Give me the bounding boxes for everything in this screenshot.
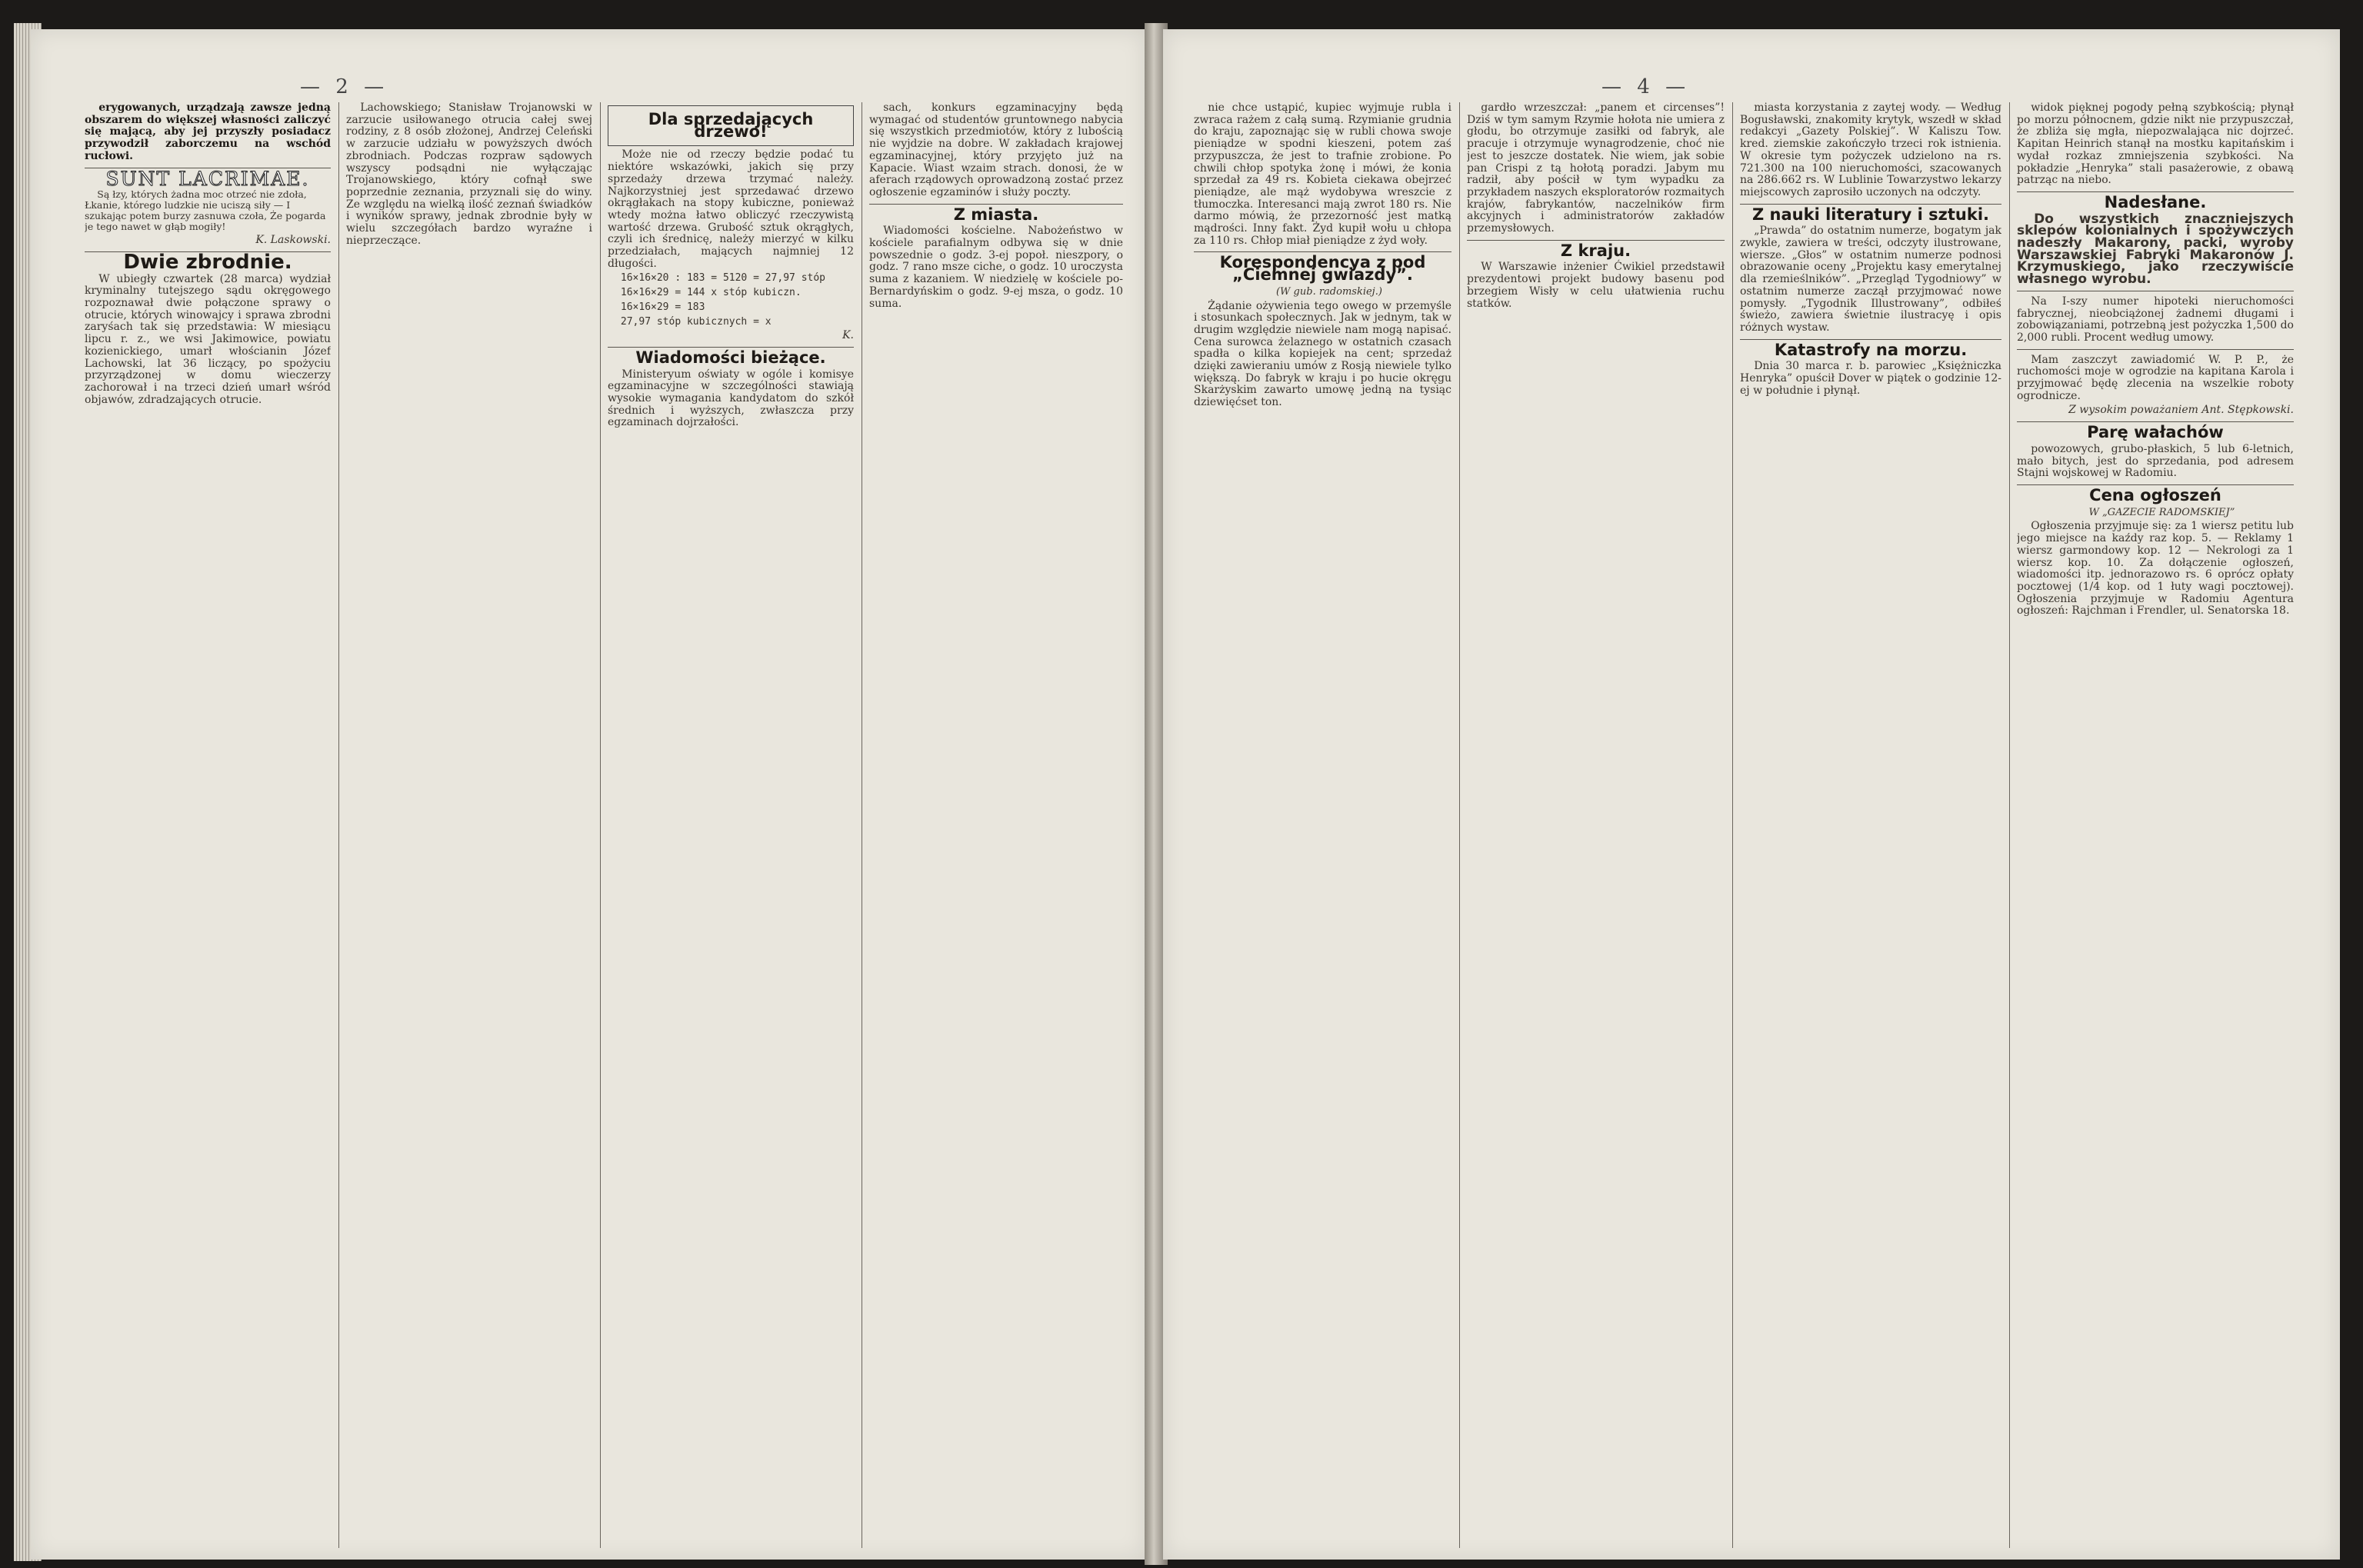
poem-text: Są łzy, których żadna moc otrzeć nie zdoła, Łkanie, którego ludzkie nie uciszą siły — I szukając potem burzy zasnuwa czoła, Że pogarda je tego nawet w głąb mogiły! bbox=[85, 188, 326, 233]
column-rule bbox=[2009, 102, 2010, 1548]
column-rule bbox=[1459, 102, 1460, 1548]
pricing-title: Cena ogłoszeń bbox=[2089, 485, 2221, 504]
left-column-3 bbox=[608, 102, 854, 1548]
right-column-1 bbox=[1194, 102, 1451, 1548]
article-body: sach, konkurs egzaminacyjny będą wymagać od studentów gruntownego nabycia się wszystkich przedmiotów, który z lubością nie wyjdzie na dobre. W zakładach krajowej egzaminacyjnej, który przyjęto już na Kapacie. Wiast wzaim strach. donosi, że w aferach rządowych oprowadzoną zostać przez ogłoszenie egzaminów i służy poczty. bbox=[869, 102, 1123, 198]
column-rule bbox=[600, 102, 601, 1548]
left-column-4 bbox=[869, 102, 1123, 1548]
article-body: W ubiegły czwartek (28 marca) wydział kryminalny tutejszego sądu okręgowego rozpoznawał dwie połączone sprawy o otrucie, których winowajcy i sprawa zbrodni zaryśach tak się przedstawia: W miesiącu lipcu r. z., we wsi Jakimowice, powiatu kozienickiego, umarł włościanin Józef Lachowski, lat 36 liczący, po spożyciu przyrządzonej w domu wieczerzy zachorował i na trzeci dzień umarł wśród objawów, zdradzających otrucie. bbox=[85, 272, 331, 406]
formula-line: 16×16×20 : 183 = 5120 = 27,97 stóp bbox=[620, 272, 825, 285]
formula-line: 16×16×29 = 183 bbox=[620, 301, 705, 313]
boxed-article-heading bbox=[608, 105, 854, 146]
section-title-wiadomosci: Wiadomości bieżące. bbox=[635, 348, 826, 367]
right-column-3 bbox=[1740, 102, 2001, 1548]
section-body: Dnia 30 marca r. b. parowiec „Księżniczka Henryka” opuścił Dover w piątek o godzinie 12-ej w południe i płynął. bbox=[1740, 360, 2001, 397]
pricing-subtitle: W „GAZECIE RADOMSKIEJ” bbox=[2088, 506, 2235, 518]
left-page bbox=[31, 29, 1146, 1560]
section-body: Żądanie ożywienia tego owego w przemyśle i stosunkach społecznych. Jak w jednym, tak w drugim względzie niewiele nam mogą napisać. Cena surowca żelaznego w ostatnich czasach spadła o kilka kopiejek na cent; sprzedaż dzięki zawieraniu umów z Rosją niewiele tylko większą. Do fabryk w kraju i po hucie okręgu Skarżyskim zawarto umowę jedną na tysiąc dziewięćset ton. bbox=[1194, 299, 1451, 409]
section-body: Wiadomości kościelne. Nabożeństwo w kościele parafialnym odbywa się w dnie powszednie o godz. 3-ej popoł. nieszpory, o godz. 7 rano msze ciche, o godz. 10 uroczysta suma z kazaniem. W niedzielę w kościele po-Bernardyńskim o godz. 9-ej msza, o godz. 10 suma. bbox=[869, 225, 1123, 310]
article-body: gardło wrzeszczał: „panem et circenses”! Dziś w tym samym Rzymie hołota nie umiera z głodu, bo otrzymuje zasiłki od fabryk, ale pracuje i otrzymuje wynagrodzenie, choć nie jest to jeszcze dostatek. Nie wiem, jak sobie pan Crispi z tą hołotą poradzi. Jabym mu radził, aby pościł w tym wypadku za przykładem naszych eksploratorów rozmaitych krajów, fabrykantów, naczelników firm akcyjnych i administratorów zakładów przemysłowych. bbox=[1467, 102, 1725, 235]
section-title-nadeslane: Nadesłane. bbox=[2104, 192, 2207, 211]
advertisement-signature: Z wysokim poważaniem Ant. Stępkowski. bbox=[2068, 404, 2294, 417]
column-rule bbox=[1732, 102, 1733, 1548]
article-title-dla-sprzedajacych: Dla sprzedających drzewo! bbox=[648, 110, 814, 141]
advertisement-walachy: powozowych, grubo-płaskich, 5 lub 6-letnich, mało bitych, jest do sprzedania, pod adresem Stajni wojskowej w Radomiu. bbox=[2017, 442, 2294, 480]
section-title-z-miasta: Z miasta. bbox=[953, 205, 1039, 224]
poem-title: SUNT LACRIMAE. bbox=[105, 167, 310, 190]
section-title-katastrofy: Katastrofy na morzu. bbox=[1774, 340, 1968, 359]
article-body: widok pięknej pogody pełną szybkością; płynął po morzu północnem, gdzie nikt nie przypuszczał, że zbliża się mgła, niepozwalająca nic dojrzeć. Kapitan Heinrich stanął na mostku kapitańskim i wydał rozkaz zmniejszenia szybkości. Na pokładzie „Henryka” stali pasażerowie, z obawą patrząc na niebo. bbox=[2017, 102, 2294, 187]
right-page-number: — 4 — bbox=[1601, 75, 1691, 98]
article-title-dwie-zbrodnie: Dwie zbrodnie. bbox=[123, 250, 292, 274]
section-body: W Warszawie inżenier Ćwikiel przedstawił prezydentowi projekt budowy basenu pod brzegiem Wisły w celu ułatwienia ruchu statków. bbox=[1467, 261, 1725, 310]
section-title-z-nauki: Z nauki literatury i sztuki. bbox=[1752, 205, 1989, 224]
article-body: Lachowskiego; Stanisław Trojanowski w zarzucie usiłowanego otrucia całej swej rodziny, z 8 osób złożonej, Andrzej Celeński w zarzucie udziału w powyższych dwóch zbrodniach. Podczas rozpraw sądowych wszyscy podsądni nie wyłączając Trojanowskiego, który cofnął swe poprzednie zeznania, przyznali się do winy. Ze względu na wielką ilość zeznań świadków i wyników sprawy, jednak zbrodnie były w wielu szczegółach bardzo wyraźne i nieprzeczące. bbox=[346, 102, 592, 247]
right-column-2 bbox=[1467, 102, 1725, 1548]
poem-signature: K. Laskowski. bbox=[255, 234, 331, 247]
section-subtitle: (W gub. radomskiej.) bbox=[1275, 285, 1382, 298]
section-title-z-kraju: Z kraju. bbox=[1560, 241, 1631, 260]
formula-line: 27,97 stóp kubicznych = x bbox=[620, 315, 772, 328]
article-body: miasta korzystania z zaytej wody. — Według Bogusławski, znakomity krytyk, wszedł w skład redakcyi „Gazety Polskiej”. W Kaliszu Tow. kred. ziemskie zakończyło trzeci rok istnienia. W okresie tym pożyczek udzielono na rs. 721.300 na 100 nieruchomości, szacowanych na 286.662 rs. W Lublinie Towarzystwo lekarzy miejscowych zaprosiło uczonych na odczyty. bbox=[1740, 102, 2001, 198]
article-body: Może nie od rzeczy będzie podać tu niektóre wskazówki, jakich się przy sprzedaży drzewa trzymać należy. Najkorzystniej jest sprzedawać drzewo okrągłakach na stopy kubiczne, ponieważ wtedy można łatwo obliczyć rzeczywistą wartość drzewa. Grubość sztuk okrągłych, czyli ich średnicę, należy mierzyć w kilku przedziałach, mających najmniej 12 długości. bbox=[608, 148, 854, 270]
left-column-2 bbox=[346, 102, 592, 1548]
right-column-4 bbox=[2017, 102, 2294, 1548]
lead-paragraph: erygowanych, urządzają zawsze jedną obszarem do większej własności zaliczyć się mającą, aby jej przyszły posiadacz przywodził zaborczemu na wschód rucłowi. bbox=[85, 102, 331, 162]
advertisement-zawiadomienie: Mam zaszczyt zawiadomić W. P. P., że ruchomości moje w ogrodzie na kapitana Karola i przyjmować będę zlecenia na wszelkie roboty ogrodnicze. bbox=[2017, 353, 2294, 402]
advertisement-makarony: Do wszystkich znaczniejszych sklepów kolonialnych i spożywczych nadeszły Makarony, packi, wyroby Warszawskiej Fabryki Makaronów J. Krzymuskiego, jako rzeczywiście własnego wyrobu. bbox=[2017, 211, 2294, 288]
article-body: nie chce ustąpić, kupiec wyjmuje rubla i zwraca rażem z całą sumą. Rzymianie grudnia do kraju, zapoznając się w rubli chowa swoje pieniądze w spodni kieszeni, potem zaś przypuszcza, że jest to trafnie zrobione. Po chwili chłop spotyka żonę i mówi, że konia sprzedał za 49 rs. Kobieta ciekawa obejrzeć pieniądze, ale mąż wydobywa wreszcie z tłumoczka. Interesanci mają zwrot 180 rs. Nie darmo mówią, że przezorność jest matką mądrości. Inny fakt. Żyd kupił wołu u chłopa za 110 rs. Chłop miał pieniądze z żyd woły. bbox=[1194, 102, 1451, 247]
advertisement-title-walachy: Parę wałachów bbox=[2087, 423, 2224, 442]
article-signature: K. bbox=[842, 329, 854, 342]
section-title-korespondencya: Korespondencya z pod „Ciemnej gwiazdy”. bbox=[1219, 253, 1426, 285]
advertisement-pozyczka: Na I-szy numer hipoteki nieruchomości fabrycznej, nieobciążonej żadnemi długami i zobowiązaniami, potrzebną jest pożyczka 1,500 do 2,000 rubli. Procent według umowy. bbox=[2017, 295, 2294, 344]
section-body: Ministeryum oświaty w ogóle i komisye egzaminacyjne w szczególności stawiają wysokie wymagania kandydatom do szkół średnich i wyższych, zwłaszcza przy egzaminach dojrzałości. bbox=[608, 368, 854, 429]
left-page-number: — 2 — bbox=[300, 75, 389, 98]
left-column-1 bbox=[85, 102, 331, 1548]
right-page bbox=[1163, 29, 2340, 1560]
section-body: „Prawda” do ostatnim numerze, bogatym jak zwykle, zawiera w treści, odczyty ilustrowane, wiersze. „Głos” w ostatnim numerze podnosi obrazowanie oceny „Projektu kasy emerytalnej dla rzemieślników”. „Przegląd Tygodniowy” w ostatnim numerze zaczął przyjmować nowe pomysły. „Tygodnik Illustrowany”, odbiłeś świeżo, zawiera świetnie ilustracyę i opis różnych wystaw. bbox=[1740, 225, 2001, 334]
formula-line: 16×16×29 = 144 x stóp kubiczn. bbox=[620, 287, 802, 299]
column-rule bbox=[338, 102, 339, 1548]
pricing-body: Ogłoszenia przyjmuje się: za 1 wiersz petitu lub jego miejsce na kaźdy raz kop. 5. — Reklamy 1 wiersz garmondowy kop. 12 — Nekrologi za 1 wiersz kop. 10. Za dołączenie ogłoszeń, wiadomości itp. jednorazowo rs. 6 oprócz opłaty pocztowej (1/4 kop. od 1 łuty wagi pocztowej). Ogłoszenia przyjmuje w Radomiu Agentura ogłoszeń: Rajchman i Frendler, ul. Senatorska 18. bbox=[2017, 520, 2294, 618]
